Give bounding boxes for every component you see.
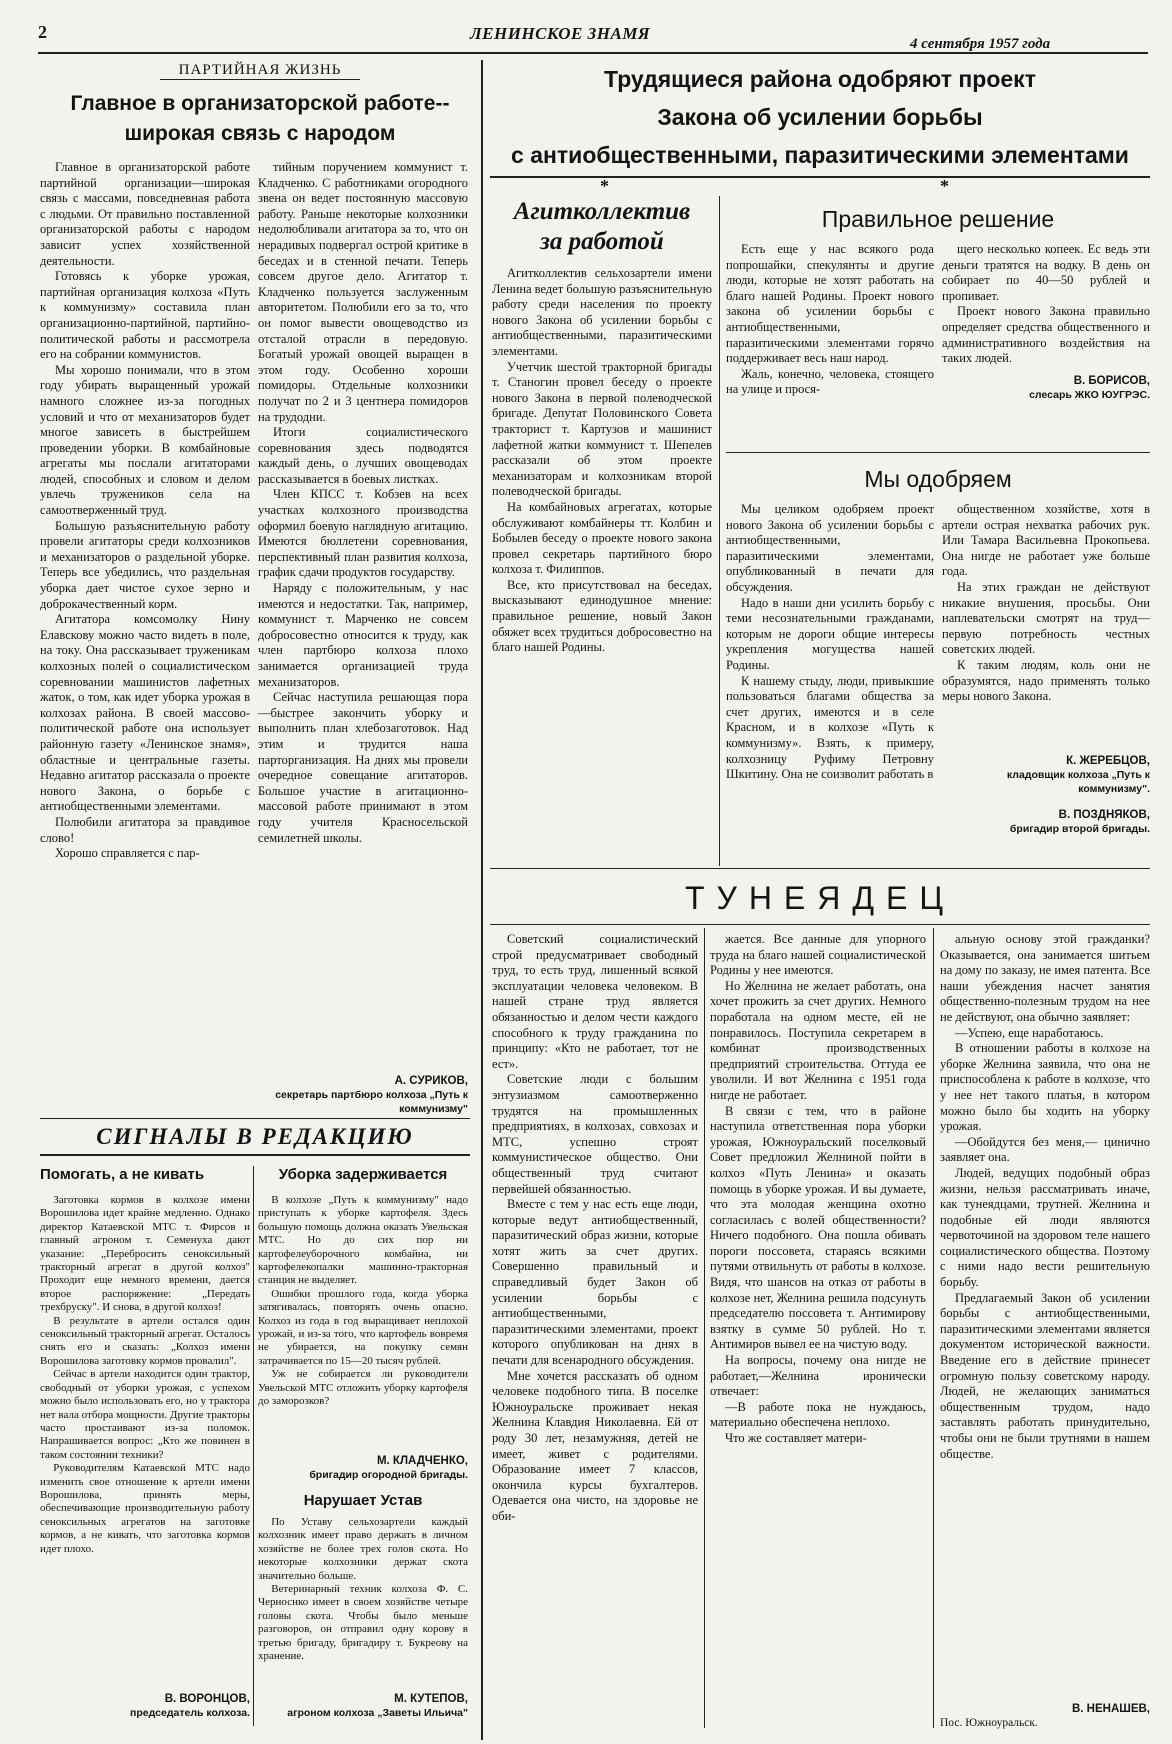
party-article-col2	[258, 160, 468, 846]
signal-2-signature	[258, 1454, 468, 1482]
pr-signature	[942, 374, 1150, 402]
issue-date: 4 сентября 1957 года	[910, 36, 1051, 52]
tuneyadets-title-rule	[490, 924, 1150, 925]
signal-2-text	[258, 1194, 468, 1409]
tuneyadets-top-rule	[490, 868, 1150, 869]
signal-1-paragraph: Сейчас в артели находится один трактор, свободный от уборки урожая, с успехом можно было использовать его, но у трактора нет вала отбора мощности. Другие тракторы часто простаивают из-за поломок. Напрашивается вопрос: „Кто же повинен в таком состоянии техники?	[40, 1368, 250, 1461]
party-signature-role: секретарь партбюро колхоза „Путь к коммунизму"	[275, 1089, 468, 1115]
pr-title: Правильное решение	[821, 206, 1055, 232]
agit-divider	[719, 196, 720, 866]
pr-sig-name: В. БОРИСОВ,	[1073, 375, 1150, 387]
mo-col2-paragraph: На этих граждан не действуют никакие внушения, просьбы. Они наплевательски смотрят на труд—первую потребность честных советских людей.	[942, 579, 1150, 657]
mo-signature-2	[942, 808, 1150, 836]
signal-1-signature	[40, 1692, 250, 1720]
star-ornament-right: *	[940, 176, 949, 196]
party-col1-paragraph: Хорошо справляется с пар-	[55, 846, 200, 861]
tuneyadets-col2-paragraph: На вопросы, почему она нигде не работает,—Желнина иронически отвечает:	[710, 1353, 926, 1399]
signal-2-sig-role: бригадир огородной бригады.	[309, 1469, 468, 1481]
mo-sig2-name: В. ПОЗДНЯКОВ,	[1058, 809, 1150, 821]
tuneyadets-col1-paragraph: Советский социалистический строй предусматривает свободный труд, то есть труд, лишенный всякой эксплуатации человека человеком. В нашей стране труд является обязанностью и делом чести каждого способного к труду гражданина по принципу: «Кто не работает, тот не ест».	[492, 932, 698, 1071]
tuneyadets-col2-paragraph: В связи с тем, что в районе наступила ответственная пора уборки урожая, Южноуральский поселковый Совет предложил Желниной пойти в колхоз «Путь Ленина» и оказать помощь в уборке урожая. И вы думаете, что эта молодая женщина охотно согласилась с волей общественности? Ничего подобного. Она пошла обивать пороги поссовета, стараясь всякими путями отвильнуть от работы в колхозе. Видя, что шансов на отказ от работы в колхозе нет, Желнина решила подсунуть председателю поссовета т. Антимирову взятку в сумме 50 рублей. Но т. Антимиров вывел ее на чистую воду.	[710, 1103, 926, 1352]
signal-1-sig-role: председатель колхоза.	[130, 1707, 250, 1719]
mo-col1-paragraph: Надо в наши дни усилить борьбу с теми несознательными гражданами, которым не дороги общие интересы укрепления могущества нашей Родины.	[726, 595, 934, 672]
tuneyadets-col3-paragraph: альную основу этой гражданки? Оказывается, она занимается шитьем на дому по заказу, не имея патента. Все наши убеждения насчет занятия общественно-полезным трудом на нее не действуют, она обычно заявляет:	[940, 932, 1150, 1024]
signal-2-sig-name: М. КЛАДЧЕНКО,	[376, 1455, 468, 1467]
tuneyadets-col3-paragraph: В отношении работы в колхозе на уборке Желнина заявила, что она не приспособлена к работе в колхозе, что у нее нет такого платья, в котором можно было бы ходить на уборку урожая.	[940, 1041, 1150, 1134]
separator-signals	[40, 1118, 470, 1119]
tuneyadets-sig-place: Пос. Южноуральск.	[940, 1717, 1038, 1729]
signal-1-paragraph: Руководителям Катаевской МТС надо изменить свое отношение к артели имени Ворошилова, принять меры, обеспечивающие производительную работу сеноксильных агрегатов на заготовке кормов, а не кивать, что заготовка кормов идет плохо.	[40, 1462, 250, 1555]
tuneyadets-col1-paragraph: Мне хочется рассказать об одном человеке подобного типа. В поселке Южноуральске проживает некая Желнина Клавдия Николаевна. Ей от роду 30 лет, незамужняя, детей не имеет, живет с родителями. Образование имеет 7 классов, окончила курсы бухгалтеров. Одевается она чисто, на здоровье не оби-	[492, 1368, 698, 1523]
mo-sig1-name: К. ЖЕРЕБЦОВ,	[1066, 755, 1150, 767]
pr-col2-paragraph: щего несколько копеек. Ес ведь эти деньги тратятся на водку. В день он собирает по 40—50 рублей и пропивает.	[942, 242, 1150, 303]
party-signature	[258, 1074, 468, 1116]
signal-1-sig-name: В. ВОРОНЦОВ,	[164, 1693, 250, 1705]
mo-col1-paragraph: К нашему стыду, люди, привыкшие пользоваться благами общества за счет других, имеются и в селе Красном, и в колхозе «Путь к коммунизму». Взять, к примеру, колхозницу Руфиму Петровну Шкитину. Она не соизволит работать в	[726, 673, 934, 782]
mo-col1-paragraph: Мы целиком одобряем проект нового Закона об усилении борьбы с антиобщественными, паразитическими элементами, опубликованный в печати для обсуждения.	[726, 502, 934, 594]
party-col2-paragraph: Член КПСС т. Кобзев на всех участках колхозного производства оформил боевую наглядную агитацию. Имеются бюллетени соревнования, перспективный план развития колхоза, график сдачи продуктов государству.	[258, 487, 468, 580]
main-column-divider	[481, 60, 483, 1740]
tuneyadets-col2-paragraph: —В работе пока не нуждаюсь, материально обеспечена неплохо.	[710, 1399, 926, 1430]
party-signature-name: А. СУРИКОВ,	[394, 1075, 468, 1087]
rubric-party-life: ПАРТИЙНАЯ ЖИЗНЬ	[160, 62, 360, 80]
tuneyadets-col1-paragraph: Вместе с тем у нас есть еще люди, которые ведут антиобщественный, паразитический образ жизни, которые хотят жить за счет других. Совершенно правильный и справедливый будет Закон об усилении борьбы с антиобщественными, паразитическими элементами, проект которого опубликован на днях в печати для всенародного обсуждения.	[492, 1197, 698, 1368]
tuneyadets-col3-paragraph: —Обойдутся без меня,— цинично заявляет она.	[940, 1134, 1150, 1165]
tuneyadets-col2	[710, 932, 926, 1447]
party-col2-paragraph: тийным поручением коммунист т. Кладченко. С работниками огородного звена он ведет постоянную массовую работу. Раньше некоторые колхозники недолюбливали агитатора за то, что он нерадивых подвергал острой критике в беседах и в стенной печати. Теперь совсем другое дело. Агитатор т. Кладченко пользуется заслуженным авторитетом. Полюбили его за то, что он помог вывести овощеводство из отсталой отрасли в передовую. Богатый урожай овощей выращен в этом году. Особенно хороши помидоры. Отдельные колхозники получат по 2 и 3 центнера помидоров на трудодни.	[258, 160, 468, 424]
party-col1-paragraph: Агитатора комсомолку Нину Елавскову можно часто видеть в поле, на току. Она рассказывает труженикам колхозных полей о социалистическом соревновании машинистов лафетных жаток, о том, как идет уборка урожая в колхозах района. В своей массово-политической работе она использует районную газету «Ленинское знамя», областные и центральные газеты. Недавно агитатор рассказала о проекте нового Закона, о борьбе с антиобщественными элементами.	[40, 612, 250, 814]
signal-1-text	[40, 1194, 250, 1556]
party-col2-paragraph: Наряду с положительным, у нас имеются и недостатки. Так, например, коммунист т. Марченко не совсем добросовестно относится к труду, как член партбюро колхоза плохо занимается организацией труда механизаторов.	[258, 581, 468, 689]
agit-title-1: Агитколлектив	[513, 198, 691, 225]
tuneyadets-col3-paragraph: Предлагаемый Закон об усилении борьбы с антиобщественными, паразитическими элементами является документом исторической важности. Введение его в действие принесет огромную пользу советскому народу. Людей, не желающих заниматься общественным трудом, надо заставлять работать принудительно, чтобы они не были трутнями в нашем обществе.	[940, 1290, 1150, 1461]
mo-col2	[942, 502, 1150, 705]
party-col1-paragraph: Большую разъяснительную работу провели агитаторы среди колхозников и механизаторов о раздельной уборке. Теперь все убедились, что раздельная уборка дает чистое сухое зерно и доброкачественный корм.	[40, 518, 250, 611]
pr-col1-paragraph: Жаль, конечно, человека, стоящего на улице и прося-	[726, 366, 934, 397]
tuneyadets-col1	[492, 932, 698, 1525]
mo-col2-paragraph: К таким людям, коль они не образумятся, надо применять только меры нового Закона.	[942, 657, 1150, 704]
agit-paragraph: Все, кто присутствовал на беседах, высказывают единодушное мнение: правильное решение, новый Закон обяжет всех трудиться добросовестно на благо нашей Родины.	[492, 577, 712, 655]
signal-1-paragraph: Заготовка кормов в колхозе имени Ворошилова идет крайне медленно. Однако директор Катаевской МТС т. Фирсов и главный агроном т. Семенуха дают указание: „Перебросить сеноксильный тракторный агрегат в другой колхоз" Проходит еще немного времени, дается второе распоряжение: „Передать трехбруску". И снова, в другой колхоз!	[40, 1194, 250, 1314]
tuneyadets-signature	[940, 1702, 1150, 1730]
tuneyadets-divider-1	[704, 928, 705, 1728]
banner-rule	[490, 176, 1150, 178]
pr-col2	[942, 242, 1150, 367]
headline-party-2: широкая связь с народом	[124, 122, 396, 145]
pr-col1	[726, 242, 934, 398]
party-col1-paragraph: Мы хорошо понимали, что в этом году убирать выращенный урожай намного сложнее из-за погодных условий и что от механизаторов будет многое зависеть в быстрейшем проведении уборки. В комбайновые агрегаты мы послали агитаторами людей, способных и словом и делом увлечь тружеников села на самоотверженный труд.	[40, 362, 250, 518]
signal-3-sig-role: агроном колхоза „Заветы Ильича"	[287, 1707, 468, 1719]
signal-3-title: Нарушает Устав	[303, 1492, 423, 1509]
signal-2-paragraph: Ошибки прошлого года, когда уборка затягивалась, повторять очень опасно. Колхоз из года в год выращивает неплохой урожай, и из-за того, что картофель вовремя не убирается, на покупку семян затрачивается по 15—20 тысяч рублей.	[258, 1287, 468, 1367]
signal-2-title: Уборка задерживается	[278, 1166, 448, 1183]
party-article-col1	[40, 160, 250, 862]
party-col1-paragraph: Главное в организаторской работе партийной организации—широкая связь с массами, повседневная работа с людьми. От правильно поставленной организаторской работы с народом зависит успех хозяйственной деятельности.	[40, 160, 250, 268]
newspaper-name: ЛЕНИНСКОЕ ЗНАМЯ	[470, 24, 651, 43]
signal-2-paragraph: В колхозе „Путь к коммунизму" надо приступать к уборке картофеля. Здесь большую помощь должна оказать Увельская МТС. Но до сих пор ни картофелеуборочного комбайна, ни картофелекопалки машинно-тракторная станция не выделяет.	[258, 1194, 468, 1287]
mo-signature-1	[942, 754, 1150, 796]
party-col1-paragraph: Полюбили агитатора за правдивое слово!	[40, 814, 250, 845]
signal-3-paragraph: По Уставу сельхозартели каждый колхозник имеет право держать в личном хозяйстве не более трех голов скота. Но некоторые колхозники держат скота значительно больше.	[258, 1516, 468, 1582]
agit-paragraph: На комбайновых агрегатах, которые обслуживают комбайнеры тт. Колбин и Бобылев беседу о проекте нового закона провел секретарь партийного бюро колхоза т. Филиппов.	[492, 499, 712, 577]
mo-col1	[726, 502, 934, 783]
tuneyadets-col3-paragraph: —Успею, еще наработаюсь.	[955, 1025, 1104, 1040]
masthead-rule	[38, 52, 1148, 54]
pr-sig-role: слесарь ЖКО ЮУГРЭС.	[1029, 389, 1150, 401]
tuneyadets-col2-paragraph: Что же составляет матери-	[725, 1431, 867, 1445]
signal-3-sig-name: М. КУТЕПОВ,	[394, 1693, 468, 1705]
pr-col1-paragraph: Есть еще у нас всякого рода попрошайки, спекулянты и другие люди, которые не хотят работать на благо нашей Родины. Проект нового закона об усилении борьбы с антиобщественными, паразитическими элементами горячо поддерживает весь наш народ.	[726, 242, 934, 366]
tuneyadets-title: ТУНЕЯДЕЦ	[684, 880, 956, 916]
star-ornament-left: *	[600, 176, 609, 196]
mo-sig1-role: кладовщик колхоза „Путь к коммунизму".	[1006, 769, 1150, 795]
tuneyadets-col2-paragraph: жается. Все данные для упорного труда на благо нашей социалистической Родины у нее имеются.	[710, 932, 926, 978]
party-col2-paragraph: Итоги социалистического соревнования здесь подводятся каждый день, о лучших овощеводах рассказывается в боевых листках.	[258, 425, 468, 486]
signal-3-paragraph: Ветеринарный техник колхоза Ф. С. Черноснко имеет в своем хозяйстве четыре головы скота. Чтобы было меньше разговоров, он отправил одну корову в третью бригаду, бригадиру т. Букреову на хранение.	[258, 1583, 468, 1663]
banner-line-3: с антиобщественными, паразитическими элементами	[511, 142, 1129, 168]
signal-2-paragraph: Уж не собирается ли руководители Увельской МТС отложить уборку картофеля до заморозков?	[258, 1368, 468, 1408]
page-number: 2	[38, 22, 47, 42]
agit-title-2: за работой	[540, 228, 664, 255]
banner-line-2: Закона об усилении борьбы	[657, 104, 983, 130]
mo-sig2-role: бригадир второй бригады.	[1009, 823, 1150, 835]
agit-paragraph: Агитколлектив сельхозартели имени Ленина ведет большую разъяснительную работу среди населения по проекту нового Закона об усилении борьбы с антиобщественными, паразитическими элементами.	[492, 266, 713, 358]
party-col1-paragraph: Готовясь к уборке урожая, партийная организация колхоза «Путь к коммунизму» составила план организационно-партийной, партийно-политической работы и рассмотрела его на собрании коммунистов.	[40, 269, 250, 362]
pr-col2-paragraph: Проект нового Закона правильно определяет средства общественного и административного воздействия на таких людей.	[942, 304, 1150, 366]
banner-line-1: Трудящиеся района одобряют проект	[604, 66, 1036, 92]
tuneyadets-col3	[940, 932, 1150, 1462]
party-col2-paragraph: Сейчас наступила решающая пора—быстрее закончить уборку и выполнить план хлебозаготовок. Над этим и трудится наша парторганизация. На днях мы провели очередное совещание агитаторов. Большое участие в агитационно-массовой работе принимают в этом году учителя Красносельской семилетней школы.	[258, 690, 468, 845]
tuneyadets-col1-paragraph: Советские люди с большим энтузиазмом самоотверженно трудятся на промышленных предприятиях, в колхозах, совхозах и МТС, успешно строят коммунистическое общество. Они общественный труд считают первейшей обязанностью.	[492, 1072, 698, 1196]
signals-title: СИГНАЛЫ В РЕДАКЦИЮ	[40, 1124, 470, 1156]
mo-title: Мы одобряем	[864, 466, 1012, 492]
signal-3-text	[258, 1516, 468, 1663]
tuneyadets-col3-paragraph: Людей, ведущих подобный образ жизни, нельзя рассматривать иначе, как тунеядцами, трутней. Желнина и подобные ей люди являются червоточиной на здоровом теле нашего социалистического общества. Поэтому с ними надо вести решительную борьбу.	[940, 1165, 1150, 1290]
signal-1-title: Помогать, а не кивать	[40, 1166, 205, 1183]
signal-3-signature	[258, 1692, 468, 1720]
pr-rule	[726, 452, 1150, 453]
signals-column-rule	[253, 1166, 254, 1726]
tuneyadets-sig-name: В. НЕНАШЕВ,	[1071, 1703, 1150, 1715]
tuneyadets-col2-paragraph: Но Желнина не желает работать, она хочет прожить за счет других. Немного поработала на одном месте, ей не понравилось. Поступила секретарем в комбинат производственных предприятий строительства. Оттуда ее уволили. И вот Желнина с 1951 года нигде не работает.	[710, 978, 926, 1102]
mo-col2-paragraph: общественном хозяйстве, хотя в артели острая нехватка рабочих рук. Или Тамара Васильевна Прокопьева. Она нигде не работает уже больше года.	[942, 502, 1150, 579]
tuneyadets-divider-2	[933, 928, 934, 1728]
agit-paragraph: Учетчик шестой тракторной бригады т. Станогин провел беседу о проекте нового Закона в первой полеводческой бригаде. Депутат Половинского Совета тракторист т. Картузов и машинист лафетной жатки коммунист т. Шепелев рассказали об этом проекте механизаторам и колхозникам второй полеводческой бригады.	[492, 359, 712, 499]
agit-text	[492, 266, 712, 656]
headline-party-1: Главное в организаторской работе--	[70, 92, 450, 115]
signal-1-paragraph: В результате в артели остался один сеноксильный тракторный агрегат. Осталось снять его и сказать: „Колхоз имени Ворошилова заготовку кормов провалил".	[40, 1314, 250, 1367]
